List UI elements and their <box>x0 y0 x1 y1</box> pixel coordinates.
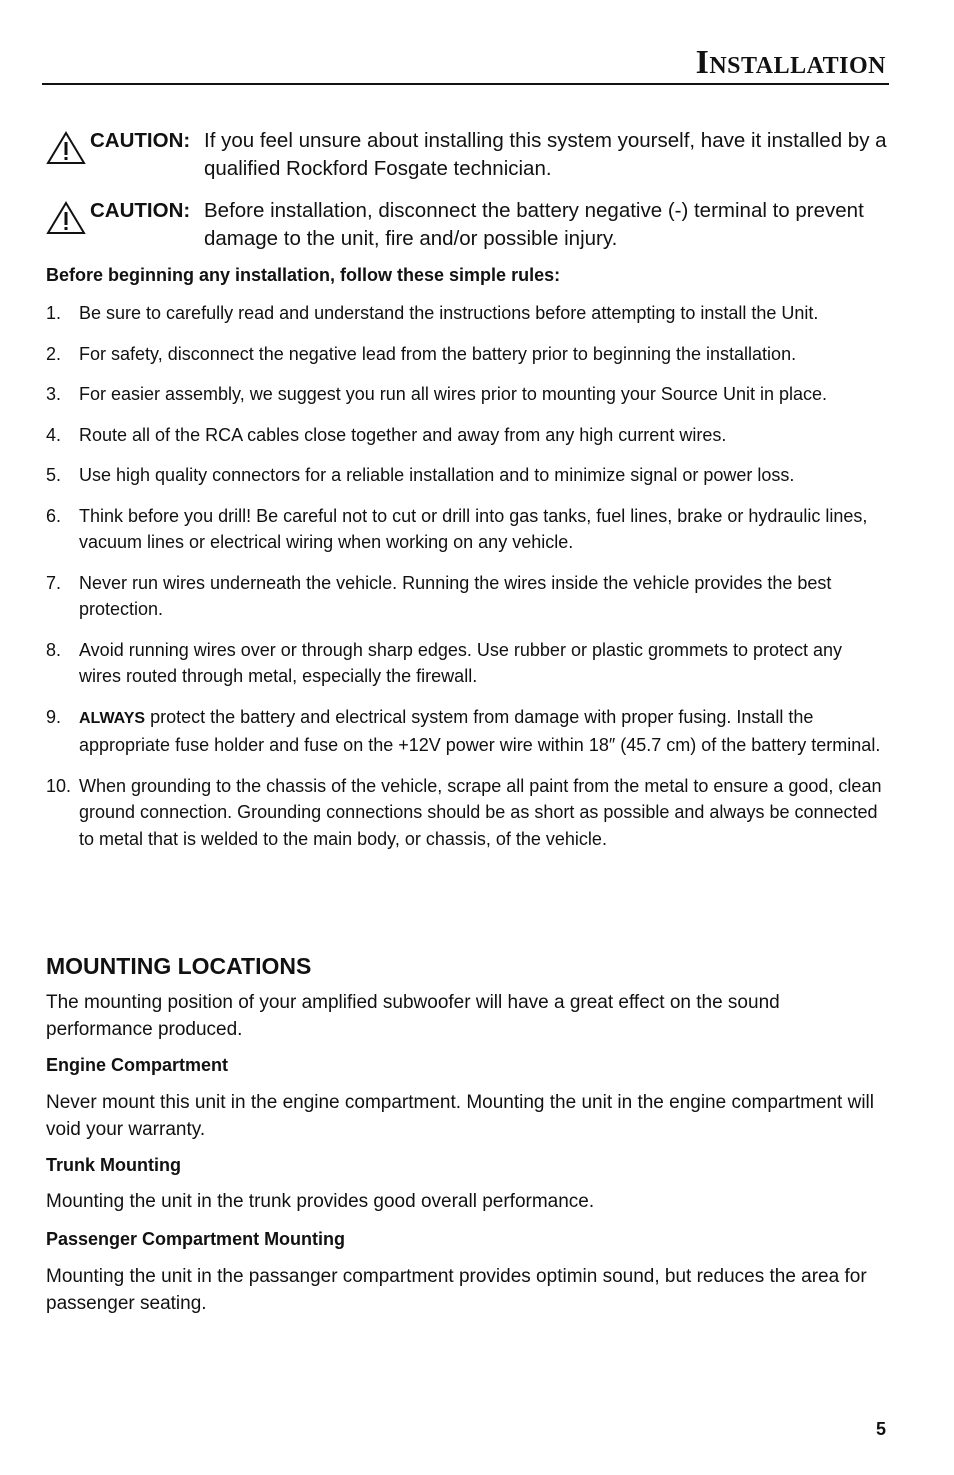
list-text: Use high quality connectors for a reliable installation and to minimize signal or power loss. <box>79 465 795 485</box>
list-item <box>46 462 886 489</box>
list-number: 3. <box>46 384 62 404</box>
list-number: 4. <box>46 424 62 445</box>
section-heading: MOUNTING LOCATIONS <box>46 953 312 979</box>
trunk-text: Mounting the unit in the trunk provides good overall performance. <box>46 1191 595 1212</box>
list-number: 8. <box>46 639 62 660</box>
caution-note-1 <box>46 127 891 183</box>
list-item <box>46 704 886 759</box>
list-text: Never run wires underneath the vehicle. Running the wires inside the vehicle provides the best protection. <box>79 572 832 619</box>
list-item <box>46 381 886 408</box>
emphasis-text: ALWAYS <box>79 709 146 727</box>
list-text: When grounding to the chassis of the vehicle, scrape all paint from the metal to ensure a good, clean ground connection. Grounding connections should be as short as possible and always be connected to metal that is welded to the main body, or chassis, of the vehicle. <box>79 775 882 849</box>
list-item <box>46 341 886 368</box>
list-number: 2. <box>46 343 62 364</box>
list-item <box>46 570 886 623</box>
list-number: 1. <box>46 303 62 323</box>
engine-text: Never mount this unit in the engine compartment. Mounting the unit in the engine compartment will void your warranty. <box>46 1092 875 1140</box>
page-number: 5 <box>875 1419 886 1439</box>
passenger-text: Mounting the unit in the passanger compartment provides optimin sound, but reduces the area for passenger seating. <box>46 1266 867 1314</box>
list-text: Be sure to carefully read and understand the instructions before attempting to install the Unit. <box>79 303 819 323</box>
title-rule <box>42 83 889 85</box>
caution-text: Before installation, disconnect the battery negative (-) terminal to prevent damage to the unit, fire and/or possible injury. <box>204 199 864 250</box>
list-text: protect the battery and electrical system from damage with proper fusing. Install the appropriate fuse holder and fuse on the +12V power wire within 18″ (45.7 cm) of the battery terminal. <box>79 706 881 755</box>
list-number: 7. <box>46 572 62 593</box>
list-number: 5. <box>46 465 62 485</box>
list-item <box>46 422 886 449</box>
page-title: Installation <box>695 44 886 81</box>
subheading-engine: Engine Compartment <box>46 1055 229 1075</box>
rules-heading: Before beginning any installation, follow these simple rules: <box>46 265 561 285</box>
list-text: For easier assembly, we suggest you run all wires prior to mounting your Source Unit in place. <box>79 384 828 404</box>
caution-label: CAUTION: <box>90 129 191 152</box>
list-text: For safety, disconnect the negative lead from the battery prior to beginning the installation. <box>79 343 797 364</box>
list-item <box>46 300 886 327</box>
warning-triangle-icon <box>46 131 86 165</box>
list-text: Route all of the RCA cables close together and away from any high current wires. <box>79 424 727 445</box>
subheading-passenger: Passenger Compartment Mounting <box>46 1229 346 1249</box>
caution-label: CAUTION: <box>90 199 191 222</box>
mounting-intro: The mounting position of your amplified subwoofer will have a great effect on the sound performance produced. <box>46 992 780 1040</box>
list-item <box>46 773 886 853</box>
caution-note-2 <box>46 197 891 253</box>
rules-list <box>46 300 886 866</box>
list-text: Avoid running wires over or through sharp edges. Use rubber or plastic grommets to protect any wires routed through metal, especially the firewall. <box>79 639 843 686</box>
list-number: 9. <box>46 706 62 727</box>
list-item <box>46 637 886 690</box>
list-number: 6. <box>46 505 62 526</box>
subheading-trunk: Trunk Mounting <box>46 1155 181 1175</box>
list-text: Think before you drill! Be careful not to cut or drill into gas tanks, fuel lines, brake or hydraulic lines, vacuum lines or electrical wiring when working on any vehicle. <box>79 505 868 552</box>
list-number: 10. <box>46 775 72 796</box>
list-item <box>46 503 886 556</box>
warning-triangle-icon <box>46 201 86 235</box>
caution-text: If you feel unsure about installing this system yourself, have it installed by a qualified Rockford Fosgate technician. <box>204 129 887 180</box>
